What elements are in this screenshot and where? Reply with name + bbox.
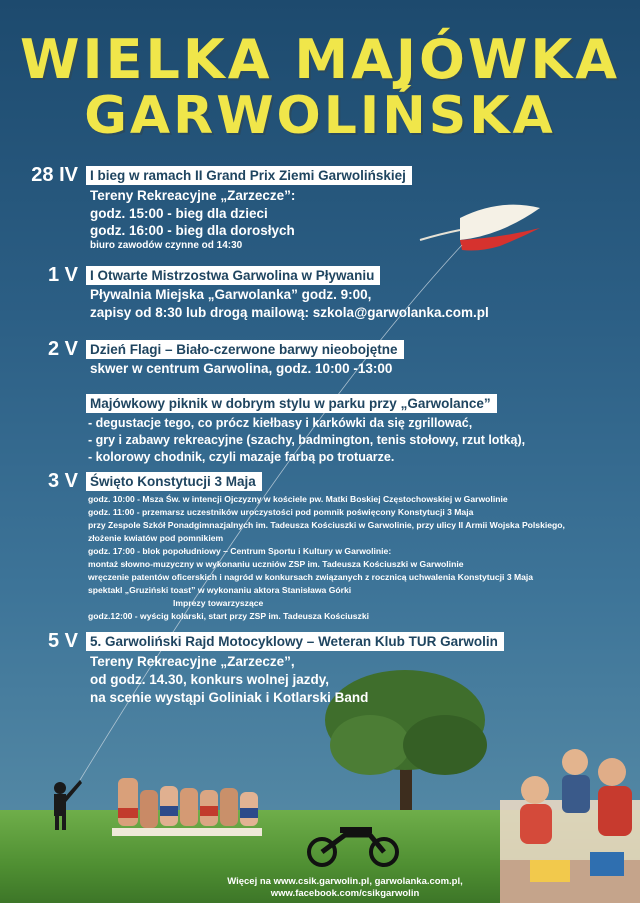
event-line: godz.12:00 - wyścig kolarski, start przy ZSP im. Tadeusza Kościuszki (88, 611, 369, 621)
event-line: godz. 16:00 - bieg dla dorosłych (90, 223, 295, 238)
event-line: godz. 17:00 - blok popołudniowy – Centrum Sportu i Kultury w Garwolinie: (88, 546, 392, 556)
event-line: złożenie kwiatów pod pomnikiem (88, 533, 224, 543)
event-line: - degustacje tego, co prócz kiełbasy i karkówki da się zgrillować, (88, 416, 473, 430)
event-date: 2 V (47, 338, 78, 360)
event-line: - gry i zabawy rekreacyjne (szachy, badmington, tenis stołowy, rzut lotką), (88, 433, 526, 447)
event-line: Imprezy towarzyszące (173, 598, 264, 608)
event-header: Święto Konstytucji 3 Maja (86, 472, 262, 491)
event-line: godz. 11:00 - przemarsz uczestników uroczystości pod pomnik poświęcony Konstytucji 3 Maja (88, 507, 474, 517)
event-line: spektakl „Gruziński toast” w wykonaniu aktora Stanisława Górki (88, 585, 352, 595)
event-header: I Otwarte Mistrzostwa Garwolina w Pływaniu (86, 266, 380, 285)
footer-links-line[interactable]: Więcej na www.csik.garwolin.pl, garwolanka.com.pl, (227, 876, 463, 887)
event-line: od godz. 14.30, konkurs wolnej jazdy, (90, 672, 330, 687)
event-header: Dzień Flagi – Biało-czerwone barwy nieobojętne (86, 340, 404, 359)
child-silhouette-icon (54, 780, 82, 830)
event-header: 5. Garwoliński Rajd Motocyklowy – Weteran Klub TUR Garwolin (86, 632, 504, 651)
event-line: montaż słowno-muzyczny w wykonaniu uczniów ZSP im. Tadeusza Kościuszki w Garwolinie (88, 559, 464, 569)
footer (200, 876, 490, 900)
event-line: przy Zespole Szkół Ponadgimnazjalnych im. Tadeusza Kościuszki w Garwolinie, przy ulicy II Armii Wojska Polskiego, (88, 520, 565, 530)
swimmers-group-icon (112, 778, 262, 836)
event-line: na scenie wystąpi Goliniak i Kotlarski Band (90, 690, 369, 705)
event-header-secondary: Majówkowy piknik w dobrym stylu w parku przy „Garwolance” (86, 394, 497, 413)
event-line: godz. 15:00 - bieg dla dzieci (90, 206, 268, 221)
motorcycle-icon (309, 830, 397, 865)
event-header: I bieg w ramach II Grand Prix Ziemi Garwolińskiej (86, 166, 412, 185)
event-date: 1 V (47, 264, 78, 286)
event-line: Pływalnia Miejska „Garwolanka” godz. 9:00, (90, 287, 372, 302)
footer-facebook-link[interactable]: www.facebook.com/csikgarwolin (270, 888, 420, 899)
event-line: godz. 10:00 - Msza Św. w intencji Ojczyzny w kościele pw. Matki Boskiej Częstochowskiej w Garwolinie (88, 494, 508, 504)
event-date: 5 V (47, 630, 78, 652)
title-line-2: GARWOLIŃSKA (84, 86, 556, 146)
event-line: wręczenie patentów oficerskich i nagród w konkursach związanych z rocznicą uchwalenia Konstytucji 3 Maja (88, 572, 534, 582)
event-line: Tereny Rekreacyjne „Zarzecze”, (90, 654, 295, 669)
event-date: 28 IV (31, 164, 78, 186)
event-date: 3 V (47, 470, 78, 492)
title-line-1: WIELKA MAJÓWKA (19, 28, 621, 91)
event-line: - kolorowy chodnik, czyli mazaje farbą po trotuarze. (88, 450, 395, 464)
event-line: skwer w centrum Garwolina, godz. 10:00 -13:00 (90, 361, 393, 376)
event-note: biuro zawodów czynne od 14:30 (90, 240, 243, 251)
picnic-group-icon (500, 749, 640, 903)
event-line: Tereny Rekreacyjne „Zarzecze”: (90, 188, 296, 203)
event-line: zapisy od 8:30 lub drogą mailową: szkola@garwolanka.com.pl (90, 305, 489, 320)
